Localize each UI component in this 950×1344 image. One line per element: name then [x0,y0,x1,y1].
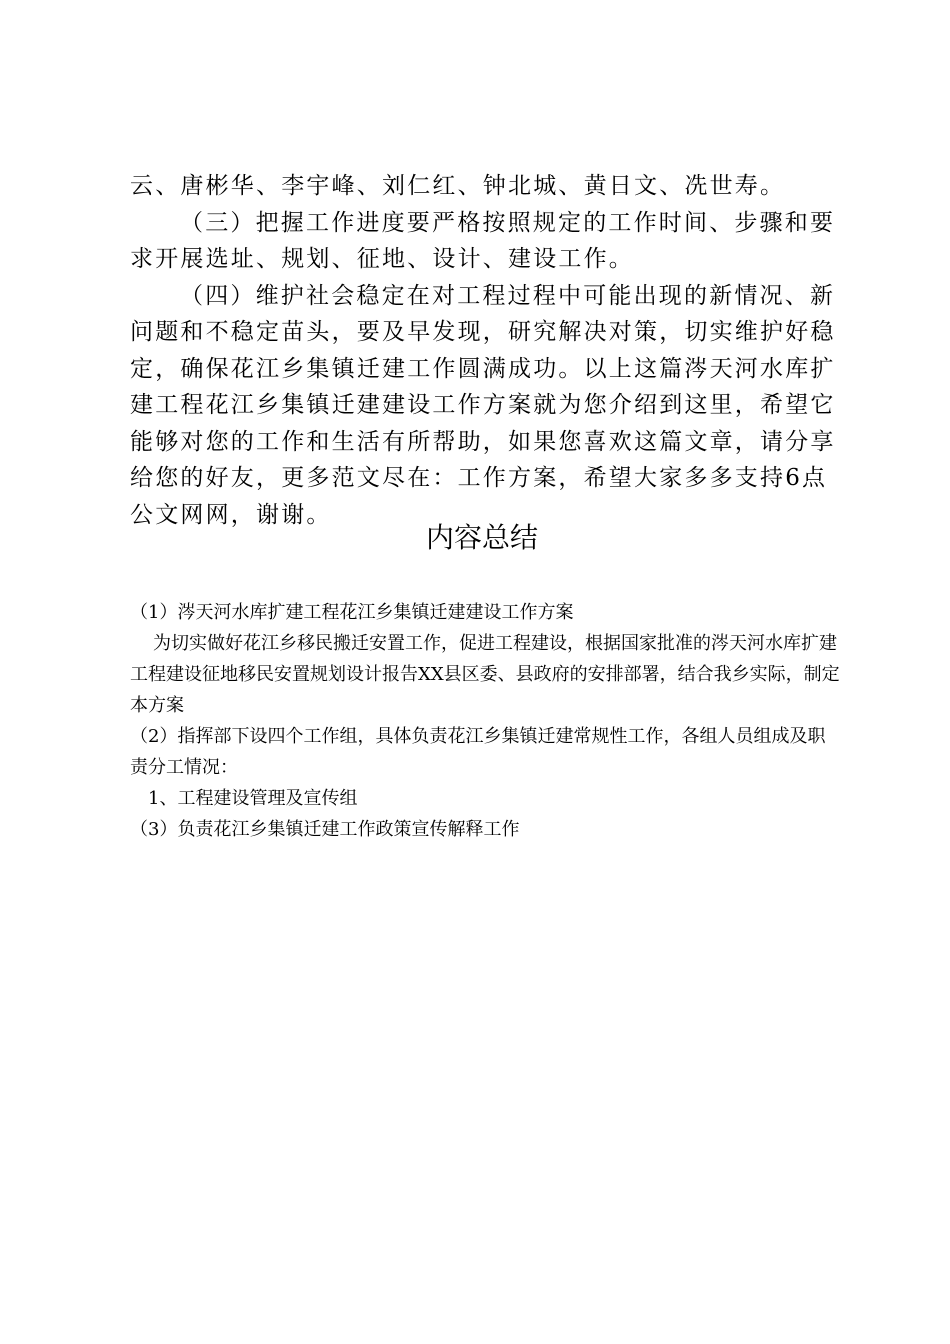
document-body [130,168,842,533]
summary-item-1-detail: 为切实做好花江乡移民搬迁安置工作，促进工程建设，根据国家批准的涔天河水库扩建工程建设征地移民安置规划设计报告XX县区委、县政府的安排部署，结合我乡实际，制定本方案 [130,633,840,716]
summary-title: 内容总结 [425,521,538,554]
body-paragraph-social-stability: （四）维护社会稳定在对工程过程中可能出现的新情况、新问题和不稳定苗头，要及早发现，研究解决对策，切实维护好稳定，确保花江乡集镇迁建工作圆满成功。以上这篇涔天河水库扩建工程花江乡集镇迁建建设工作方案就为您介绍到这里，希望它能够对您的工作和生活有所帮助，如果您喜欢这篇文章，请分享给您的好友，更多范文尽在：工作方案，希望大家多多支持6点公文网网，谢谢。 [130,282,836,528]
summary-item-1: （1）涔天河水库扩建工程花江乡集镇迁建建设工作方案 [130,602,574,623]
summary-item-2-subitem: 1、工程建设管理及宣传组 [148,788,358,809]
summary-section [130,597,842,845]
body-paragraph-work-progress: （三）把握工作进度要严格按照规定的工作时间、步骤和要求开展选址、规划、征地、设计、建设工作。 [130,209,836,272]
summary-item-2: （2）指挥部下设四个工作组，具体负责花江乡集镇迁建常规性工作，各组人员组成及职责分工情况： [130,726,826,778]
summary-item-3: （3）负责花江乡集镇迁建工作政策宣传解释工作 [130,819,520,840]
body-paragraph-list-continuation: 云、唐彬华、李宇峰、刘仁红、钟北城、黄日文、冼世寿。 [130,173,786,199]
